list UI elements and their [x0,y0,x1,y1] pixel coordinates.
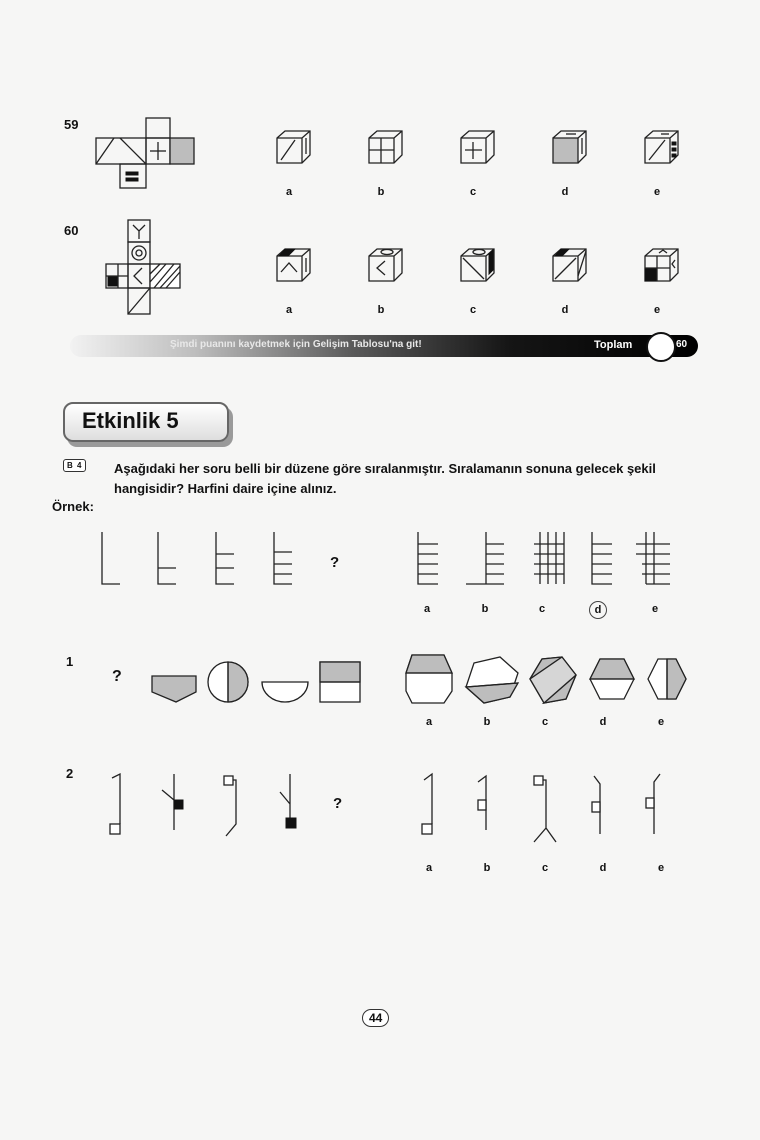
q59-option-c-cube [457,128,497,168]
q1-option-e-label[interactable]: e [657,716,665,728]
q60-option-c-cube [457,246,497,286]
q2-option-c-label[interactable]: c [541,862,549,874]
banner-text: Şimdi puanını kaydetmek için Gelişim Tablosu'na git! [170,339,422,350]
q59-option-c-label[interactable]: c [469,186,477,198]
activity-instruction: Aşağıdaki her soru belli bir düzene göre sıralanmıştır. Sıralamanın sonuna gelecek şekil hangisidir? Harfini daire içine alınız. [114,461,656,496]
q2-question-mark: ? [333,795,343,812]
q60-option-d-label[interactable]: d [561,304,569,316]
example-sequence [98,528,298,590]
question-number-59: 59 [64,117,79,132]
q1-option-b-label[interactable]: b [483,716,491,728]
q59-option-b-cube [365,128,405,168]
q2-sequence [104,772,304,844]
total-score-circle[interactable] [646,332,676,362]
q59-option-a-cube [273,128,313,168]
page-number: 44 [362,1009,389,1027]
q60-option-c-label[interactable]: c [469,304,477,316]
q1-option-d-label[interactable]: d [599,716,607,728]
example-options [414,528,684,590]
q60-option-a-cube [273,246,313,286]
question-number-1: 1 [66,654,74,669]
q1-options [404,653,689,709]
example-answer-circled[interactable]: d [589,601,607,619]
q2-options [414,772,684,848]
q60-option-e-label[interactable]: e [653,304,661,316]
example-label: Örnek: [52,499,94,514]
total-label: Toplam [594,339,633,351]
q1-option-c-label[interactable]: c [541,716,549,728]
q2-option-e-label[interactable]: e [657,862,665,874]
q2-option-a-label[interactable]: a [425,862,433,874]
example-option-c-label[interactable]: c [538,603,546,615]
question-number-2: 2 [66,766,74,781]
q59-option-a-label[interactable]: a [285,186,293,198]
q60-option-d-cube [549,246,589,286]
q59-option-e-label[interactable]: e [653,186,661,198]
q1-sequence [150,652,365,708]
q59-option-e-cube [641,128,681,168]
activity-title: Etkinlik 5 [82,408,179,433]
example-question-mark: ? [330,554,340,571]
example-option-e-label[interactable]: e [651,603,659,615]
example-option-a-label[interactable]: a [423,603,431,615]
q59-cube-net [94,116,196,192]
q60-cube-net [104,218,186,322]
q2-option-d-label[interactable]: d [599,862,607,874]
q59-option-d-cube [549,128,589,168]
q60-option-b-cube [365,246,405,286]
q1-question-mark: ? [112,668,122,685]
q59-option-b-label[interactable]: b [377,186,385,198]
q60-option-e-cube [641,246,681,286]
q60-option-a-label[interactable]: a [285,304,293,316]
skill-badge: B 4 [63,459,86,472]
question-number-60: 60 [64,223,79,238]
total-max: 60 [676,339,688,350]
example-option-b-label[interactable]: b [481,603,489,615]
q59-option-d-label[interactable]: d [561,186,569,198]
q1-option-a-label[interactable]: a [425,716,433,728]
q60-option-b-label[interactable]: b [377,304,385,316]
q2-option-b-label[interactable]: b [483,862,491,874]
